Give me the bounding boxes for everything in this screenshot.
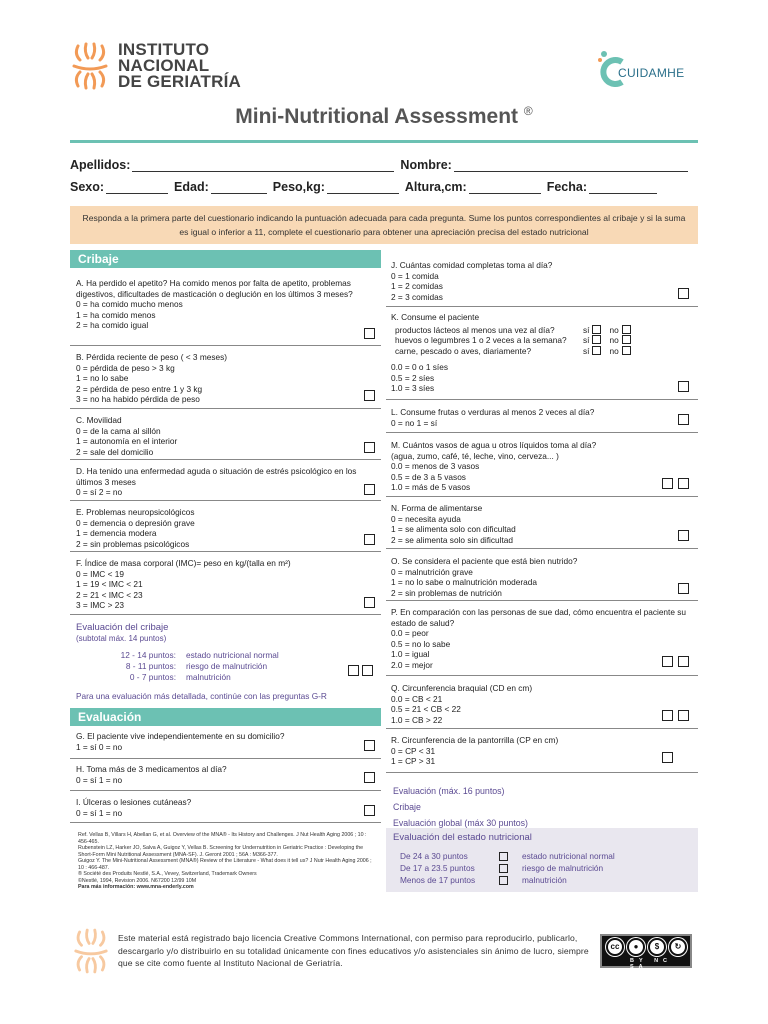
divider xyxy=(70,790,381,791)
question-o: O. Se considera el paciente que está bien nutrido? 0 = malnutrición grave 1 = no lo sabe o malnutrición moderada 2 = sin problemas de nutrición xyxy=(391,556,578,598)
instructions-box: Responda a la primera parte del cuestionario indicando la puntuación adecuada para cada pregunta. Sume los puntos correspondientes al cribaje y si la suma es igual o inferior a 11, complete el cuestionario para obtener una apreciación precisa del estado nutricional xyxy=(70,206,698,244)
divider xyxy=(386,600,698,601)
answer-box-q2[interactable] xyxy=(678,710,689,721)
question-k: K. Consume el paciente productos lácteos al menos una vez al día? sí no huevos o legumbres 1 o 2 veces a la semana? sí no carne, pescado o aves, diariamente? sí no 0.0 = 0 o 1 síes 0.5 = 2 síes 1.0 = 3 síes xyxy=(391,312,691,394)
evaluacion-header: Evaluación xyxy=(70,708,381,726)
answer-box-l[interactable] xyxy=(678,414,689,425)
question-r: R. Circunferencia de la pantorrilla (CP en cm) 0 = CP < 31 1 = CP > 31 xyxy=(391,735,559,766)
answer-box-b[interactable] xyxy=(364,390,375,401)
question-a: A. Ha perdido el apetito? Ha comido menos por falta de apetito, problemas digestivos, dificultades de masticación o deglución en los últimos 3 meses? 0 = ha comido mucho menos 1 = ha comido menos 2 = ha comido igual xyxy=(76,278,353,330)
question-n: N. Forma de alimentarse 0 = necesita ayuda 1 = se alimenta solo con dificultad 2 = se alimenta solo sin dificultad xyxy=(391,503,516,545)
answer-box-n[interactable] xyxy=(678,530,689,541)
cribaje-score-box-2[interactable] xyxy=(362,665,373,676)
estado-row: De 24 a 30 puntos estado nutricional normal xyxy=(400,851,615,861)
evaluation-totals xyxy=(393,783,693,831)
k-item-3: carne, pescado o aves, diariamente? sí no xyxy=(391,346,691,357)
cc-license-badge[interactable] xyxy=(600,934,692,968)
answer-box-d[interactable] xyxy=(364,484,375,495)
question-d: D. Ha tenido una enfermedad aguda o situación de estrés psicológico en los últimos 3 meses 0 = sí 2 = no xyxy=(76,466,357,497)
question-l: L. Consume frutas o verduras al menos 2 veces al día? 0 = no 1 = sí xyxy=(391,407,595,428)
fecha-field[interactable] xyxy=(589,182,657,194)
by-icon: ● xyxy=(627,938,645,956)
question-m: M. Cuántos vasos de agua u otros líquidos toma al día? (agua, zumo, café, té, leche, vino, cerveza... ) 0.0 = menos de 3 vasos 0.5 = de 3 a 5 vasos 1.0 = más de 5 vasos xyxy=(391,440,597,492)
cribaje-eval-row: 0 - 7 puntos: malnutrición xyxy=(129,672,231,682)
cribaje-eval-title: Evaluación del cribaje xyxy=(76,622,169,633)
k1-si-checkbox[interactable] xyxy=(592,325,601,334)
estado-row: De 17 a 23.5 puntos riesgo de malnutrición xyxy=(400,863,604,873)
question-h: H. Toma más de 3 medicamentos al día? 0 = sí 1 = no xyxy=(76,764,227,785)
cc-icon: cc xyxy=(606,938,624,956)
cribaje-eval-row: 8 - 11 puntos: riesgo de malnutrición xyxy=(125,661,268,671)
estado-checkbox-riesgo[interactable] xyxy=(499,864,508,873)
estado-row: Menos de 17 puntos malnutrición xyxy=(400,875,567,885)
answer-box-q1[interactable] xyxy=(662,710,673,721)
divider xyxy=(70,408,381,409)
edad-label: Edad: xyxy=(174,180,209,194)
inst-line1: INSTITUTO xyxy=(118,40,210,59)
question-j: J. Cuántas comidad completas toma al día? 0 = 1 comida 1 = 2 comidas 2 = 3 comidas xyxy=(391,260,553,302)
estado-checkbox-malnutricion[interactable] xyxy=(499,876,508,885)
license-text: Este material está registrado bajo licencia Creative Commons International, con permiso para reproducirlo, publicarlo, descargarlo y/o distribuirlo en su totalidad únicamente con fines educativos y/o asistenciales sin ánimo de lucro, siempre que se cite como fuente al Instituto Nacional de Geriatría. xyxy=(118,933,589,968)
question-g: G. El paciente vive independientemente en su domicilio? 1 = sí 0 = no xyxy=(76,731,285,752)
answer-box-c[interactable] xyxy=(364,442,375,453)
sexo-label: Sexo: xyxy=(70,180,105,194)
inst-line3: DE GERIATRÍA xyxy=(118,72,241,91)
fecha-label: Fecha: xyxy=(546,180,588,194)
inst-logo-icon xyxy=(70,42,110,90)
cribaje-eval-note: Para una evaluación más detallada, continúe con las preguntas G-R xyxy=(76,691,327,701)
cribaje-evaluation xyxy=(76,622,376,702)
divider xyxy=(70,758,381,759)
k2-si-checkbox[interactable] xyxy=(592,335,601,344)
answer-box-a[interactable] xyxy=(364,328,375,339)
apellidos-label: Apellidos: xyxy=(70,158,131,172)
divider xyxy=(386,728,698,729)
answer-box-i[interactable] xyxy=(364,805,375,816)
apellidos-field[interactable] xyxy=(132,160,394,172)
cribaje-eval-subtitle: (subtotal máx. 14 puntos) xyxy=(76,634,167,643)
references: Ref. Vellas B, Villars H, Abellan G, et al. Overview of the MNA® - Its History and Challenges. J Nut Health Aging 2006 ; 10 : 456-465. Rubenstein LZ, Harker JO, Salva A, Guigoz Y, Vellas B. Screening for Undernutrition in Geriatric Practice : Developing the Short-Form Mini Nutritional Assessment (MNA-SF). J. Geront 2001 ; 56A : M366-377. Guigoz Y. The Mini-Nutritional Assessment (MNA®) Review of the Literature - What does it tell us? J Nutr Health Aging 2006 ; 10 : 466-487. ® Société des Produits Nestlé, S.A., Vevey, Switzerland, Trademark Owners ©Nestlé, 1994, Revision 2006. N67200 12/99 10M Para más información: www.mna-enderly.com xyxy=(78,832,372,890)
k3-no-checkbox[interactable] xyxy=(622,346,631,355)
divider xyxy=(386,399,698,400)
estado-rows xyxy=(400,850,615,886)
divider xyxy=(386,496,698,497)
sa-icon: ↻ xyxy=(669,938,687,956)
cribaje-header: Cribaje xyxy=(70,250,381,268)
cc-labels: BY NC SA xyxy=(630,958,673,970)
question-f: F. Índice de masa corporal (IMC)= peso en kg/(talla en m²) 0 = IMC < 19 1 = 19 < IMC < 21 2 = 21 < IMC < 23 3 = IMC > 23 xyxy=(76,558,291,610)
altura-field[interactable] xyxy=(469,182,541,194)
answer-box-e[interactable] xyxy=(364,534,375,545)
k-item-1: productos lácteos al menos una vez al día? sí no xyxy=(391,325,691,336)
inst-line2: NACIONAL xyxy=(118,56,210,75)
patient-fields-row xyxy=(70,180,698,194)
question-i: I. Úlceras o lesiones cutáneas? 0 = sí 1 = no xyxy=(76,797,192,818)
edad-field[interactable] xyxy=(211,182,267,194)
altura-label: Altura,cm: xyxy=(404,180,467,194)
question-c: C. Movilidad 0 = de la cama al sillón 1 = autonomía en el interior 2 = sale del domicilio xyxy=(76,415,178,457)
question-q: Q. Circunferencia braquial (CD en cm) 0.0 = CB < 21 0.5 = 21 < CB < 22 1.0 = CB > 22 xyxy=(391,683,533,725)
answer-box-m2[interactable] xyxy=(678,478,689,489)
k1-no-checkbox[interactable] xyxy=(622,325,631,334)
question-b: B. Pérdida reciente de peso ( < 3 meses) 0 = pérdida de peso > 3 kg 1 = no lo sabe 2 = pérdida de peso entre 1 y 3 kg 3 = no ha habido pérdida de peso xyxy=(76,352,228,404)
cuidamhe-logo xyxy=(596,44,696,100)
nombre-label: Nombre: xyxy=(400,158,452,172)
answer-box-o[interactable] xyxy=(678,583,689,594)
answer-box-g[interactable] xyxy=(364,740,375,751)
k3-si-checkbox[interactable] xyxy=(592,346,601,355)
page-title: Mini-Nutritional Assessment ® xyxy=(235,104,533,128)
answer-box-h[interactable] xyxy=(364,772,375,783)
registered-mark: ® xyxy=(523,104,533,118)
divider xyxy=(386,772,698,773)
estado-title: Evaluación del estado nutricional xyxy=(393,832,532,843)
cribaje-score-box-1[interactable] xyxy=(348,665,359,676)
divider xyxy=(70,500,381,501)
answer-box-r[interactable] xyxy=(662,752,673,763)
inst-logo xyxy=(70,42,241,90)
k-item-2: huevos o legumbres 1 o 2 veces a la semana? sí no xyxy=(391,335,691,346)
divider xyxy=(386,306,698,307)
inst-footer-icon xyxy=(72,926,110,976)
divider xyxy=(70,822,381,823)
answer-box-k[interactable] xyxy=(678,381,689,392)
peso-field[interactable] xyxy=(327,182,399,194)
name-fields-row xyxy=(70,158,698,172)
cuidamhe-text: CUIDAMHE xyxy=(618,66,685,80)
cribaje-total-label: Cribaje xyxy=(393,802,421,812)
cribaje-eval-row: 12 - 14 puntos: estado nutricional normal xyxy=(120,650,279,660)
eval-max-label: Evaluación (máx. 16 puntos) xyxy=(393,786,505,796)
license-footer xyxy=(70,924,698,984)
divider xyxy=(386,548,698,549)
answer-box-m1[interactable] xyxy=(662,478,673,489)
divider xyxy=(70,459,381,460)
divider xyxy=(70,345,381,346)
answer-box-f[interactable] xyxy=(364,597,375,608)
divider xyxy=(70,614,381,615)
divider xyxy=(70,551,381,552)
divider xyxy=(386,432,698,433)
k2-no-checkbox[interactable] xyxy=(622,335,631,344)
title-rule xyxy=(70,140,698,143)
peso-label: Peso,kg: xyxy=(272,180,325,194)
question-p: P. En comparación con las personas de sue dad, cómo encuentra el paciente su estado de salud? 0.0 = peor 0.5 = no lo sabe 1.0 = igual 2.0 = mejor xyxy=(391,607,687,670)
answer-box-p2[interactable] xyxy=(678,656,689,667)
question-e: E. Problemas neuropsicológicos 0 = demencia o depresión grave 1 = demencia modera 2 = sin problemas psicológicos xyxy=(76,507,195,549)
nombre-field[interactable] xyxy=(454,160,688,172)
estado-nutricional-box xyxy=(386,828,698,892)
answer-box-p1[interactable] xyxy=(662,656,673,667)
answer-box-j[interactable] xyxy=(678,288,689,299)
eval-global-label: Evaluación global (máx 30 puntos) xyxy=(393,818,528,828)
sexo-field[interactable] xyxy=(106,182,168,194)
divider xyxy=(386,675,698,676)
nc-icon: $ xyxy=(648,938,666,956)
estado-checkbox-normal[interactable] xyxy=(499,852,508,861)
